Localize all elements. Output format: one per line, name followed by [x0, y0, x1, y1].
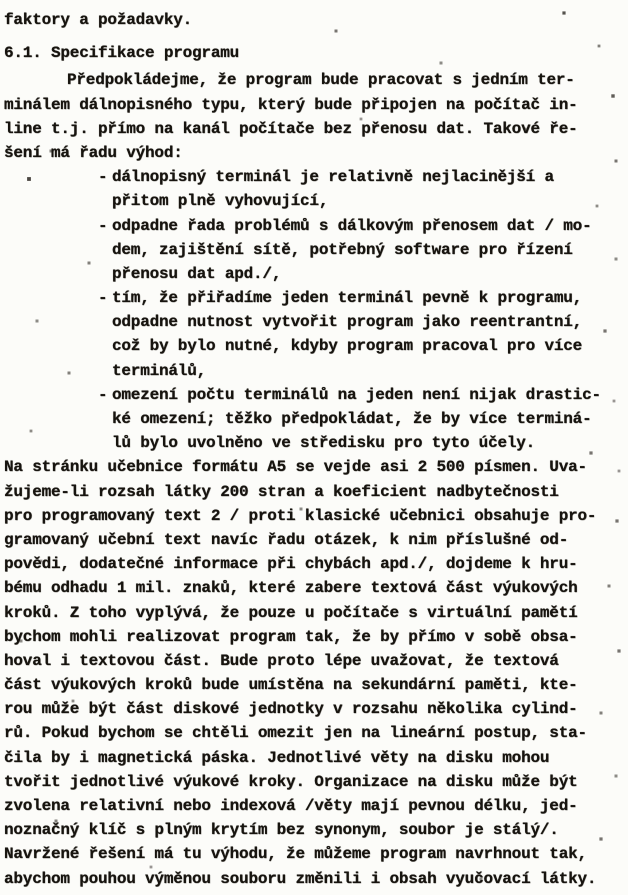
- section-heading: 6.1. Specifikace programu: [4, 44, 240, 63]
- paragraph-line: zvolena relativní nebo indexová /věty mají pevnou délku, jed-: [4, 797, 578, 815]
- scan-noise: [0, 0, 2, 2]
- list-item-line: tím, že přiřadíme jeden terminál pevně k programu,: [112, 289, 583, 308]
- list-item-line: odpadne řada problémů s dálkovým přenosem dat / mo-: [112, 216, 592, 235]
- paragraph-line: pro programovaný text 2 / proti klasické učebnici obsahuje pro-: [4, 506, 597, 525]
- paragraph-line: bému odhadu 1 mil. znaků, které zabere textová část výukových: [4, 579, 578, 598]
- paragraph-line: minálem dálnopisného typu, který bude připojen na počítač in-: [4, 95, 578, 114]
- list-item-line: přenosu dat apd./,: [112, 264, 282, 283]
- paragraph-line: Předpokládejme, že program bude pracovat s jedním ter-: [67, 71, 575, 90]
- paragraph-line: tvořit jednotlivé výukové kroky. Organizace na disku může být: [4, 772, 578, 791]
- list-item-line: dálnopisný terminál je relativně nejlacinější a: [112, 168, 554, 187]
- previous-paragraph-last-line: faktory a požadavky.: [4, 11, 193, 29]
- advantages-list: [4, 165, 624, 455]
- paragraph-main: [4, 455, 624, 890]
- paragraph-line: bychom mohli realizovat program tak, že by přímo v sobě obsa-: [4, 627, 578, 646]
- paragraph-line: kroků. Z toho vyplývá, že pouze u počítače s virtuální pamětí: [4, 603, 578, 622]
- paragraph-line: žujeme-li rozsah látky 200 stran a koeficient nadbytečnosti: [4, 482, 559, 501]
- paragraph-line: Navržené řešení má tu výhodu, že můžeme program navrhnout tak,: [4, 845, 587, 864]
- dash-marker: -: [98, 216, 108, 235]
- list-item: [4, 286, 624, 383]
- list-item-line: dem, zajištění sítě, potřebný software pro řízení: [112, 240, 573, 259]
- paragraph-line: Na stránku učebnice formátu A5 se vejde asi 2 500 písmen. Uva-: [4, 458, 587, 477]
- paragraph-line: část výukových kroků bude umístěna na sekundární paměti, kte-: [4, 676, 578, 695]
- list-item: [4, 165, 624, 213]
- paragraph-line: hoval i textovou část. Bude proto lépe uvažovat, že textová: [4, 651, 559, 670]
- paragraph-line: rou může být část diskové jednotky v rozsahu několika cylind-: [4, 700, 578, 719]
- list-item-line: což by bylo nutné, kdyby program pracoval pro více: [112, 337, 583, 356]
- list-item-line: lů bylo uvolněno ve středisku pro tyto účely.: [112, 434, 536, 453]
- list-item-line: odpadne nutnost vytvořit program jako reentrantní,: [112, 313, 583, 332]
- list-item-line: omezení počtu terminálů na jeden není nijak drastic-: [112, 385, 601, 404]
- list-item: [4, 383, 624, 456]
- list-item: [4, 214, 624, 287]
- paragraph-line: čila by i magnetická páska. Jednotlivé věty na disku mohou: [4, 748, 550, 767]
- paragraph-line: abychom pouhou výměnou souboru změnili i obsah vyučovací látky.: [4, 869, 597, 888]
- paragraph-line: rů. Pokud bychom se chtěli omezit jen na lineární postup, sta-: [4, 724, 587, 743]
- paragraph-line: noznačný klíč s plným krytím bez synonym, soubor je stálý/.: [4, 821, 559, 840]
- paragraph-line: gramovaný učební text navíc řadu otázek, k nim příslušné od-: [4, 530, 569, 549]
- list-item-line: terminálů,: [112, 361, 207, 380]
- paragraph-line: povědi, dodatečné informace při chybách apd./, dojdeme k hru-: [4, 555, 578, 574]
- paragraph-line: šení má řadu výhod:: [4, 143, 183, 162]
- dash-marker: -: [98, 168, 108, 187]
- list-item-line: ké omezení; těžko předpokládat, že by více terminá-: [112, 410, 592, 428]
- list-item-line: přitom plně vyhovující,: [112, 192, 329, 211]
- paragraph-intro: [4, 68, 624, 165]
- dash-marker: -: [98, 385, 108, 404]
- paragraph-line: line t.j. přímo na kanál počítače bez přenosu dat. Takové ře-: [4, 119, 578, 138]
- dash-marker: -: [98, 289, 108, 308]
